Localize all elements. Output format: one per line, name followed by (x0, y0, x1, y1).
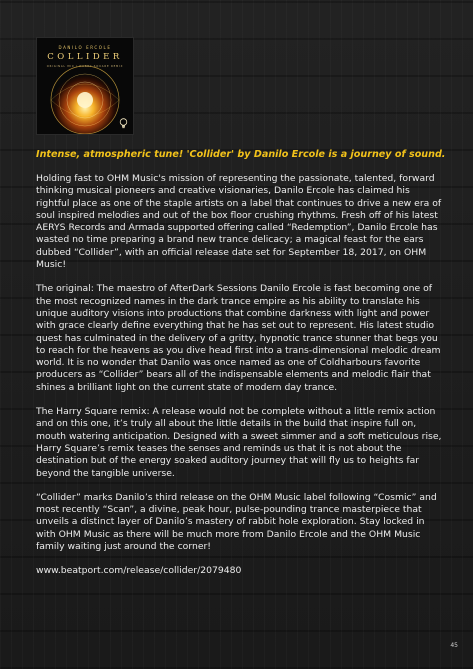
album-cover (36, 37, 134, 135)
cover-artist: DANILO ERCOLE (58, 45, 112, 50)
article-body (36, 173, 446, 590)
page-number: 45 (450, 642, 458, 649)
paragraph-original-mix: The original: The maestro of AfterDark Sessions Danilo Ercole is fast becoming one of the most recognized names in the dark trance empire as his ability to translate his unique auditory visions into productions that combine darkness with light and power with grace clearly define everything that he has set out to represent. His latest studio quest has culminated in the delivery of a gritty, hypnotic trance stunner that begs you to reach for the heavens as you dive head first into a trans-dimensional melodic dream world. It is no wonder that Danilo was once named as one of Coldharbours favorite producers as “Collider” bears all of the indispensable elements and melodic flair that shines a brilliant light on the current state of modern day trance. (36, 283, 441, 393)
article-tagline: Intense, atmospheric tune! 'Collider' by Danilo Ercole is a journey of sound. (36, 149, 446, 160)
paragraph-harry-square-remix: The Harry Square remix: A release would not be complete without a little remix action and on this one, it’s truly all about the little details in the build that inspire full on, mouth watering anticipation. Designed with a sweet simmer and a soft meticulous rise, Harry Square’s remix teases the senses and reminds us that it is not about the destination but of the energy soaked auditory journey that will fly us to heights far beyond the tangible universe. (36, 406, 442, 479)
cover-subtitle: ORIGINAL MIX / HARRY SQUARE REMIX (46, 65, 124, 68)
ohm-lightbulb-icon (119, 118, 128, 129)
paragraph-intro: Holding fast to OHM Music's mission of representing the passionate, talented, forward thinking musical pioneers and creative visionaries, Danilo Ercole has claimed his rightful place as one of the staple artists on a label that continues to drive a new era of soul inspired melodies and out of the box floor crushing rhythms. Fresh off of his latest AERYS Records and Armada supported offering called “Redemption”, Danilo Ercole has wasted no time preparing a brand new trance delicacy; a magical feast for the ears dubbed “Collider”, with an official release date set for September 18, 2017, on OHM Music! (36, 173, 442, 271)
cover-title: COLLIDER (47, 52, 123, 62)
paragraph-release-info: “Collider” marks Danilo’s third release on the OHM Music label following “Cosmic” and most recently “Scan”, a divine, peak hour, pulse-pounding trance masterpiece that unveils a distinct layer of Danilo’s mastery of rabbit hole exploration. Stay locked in with OHM Music as there will be much more from Danilo Ercole and the OHM Music family waiting just around the corner! (36, 491, 437, 553)
beatport-link[interactable]: www.beatport.com/release/collider/2079480 (36, 565, 242, 577)
